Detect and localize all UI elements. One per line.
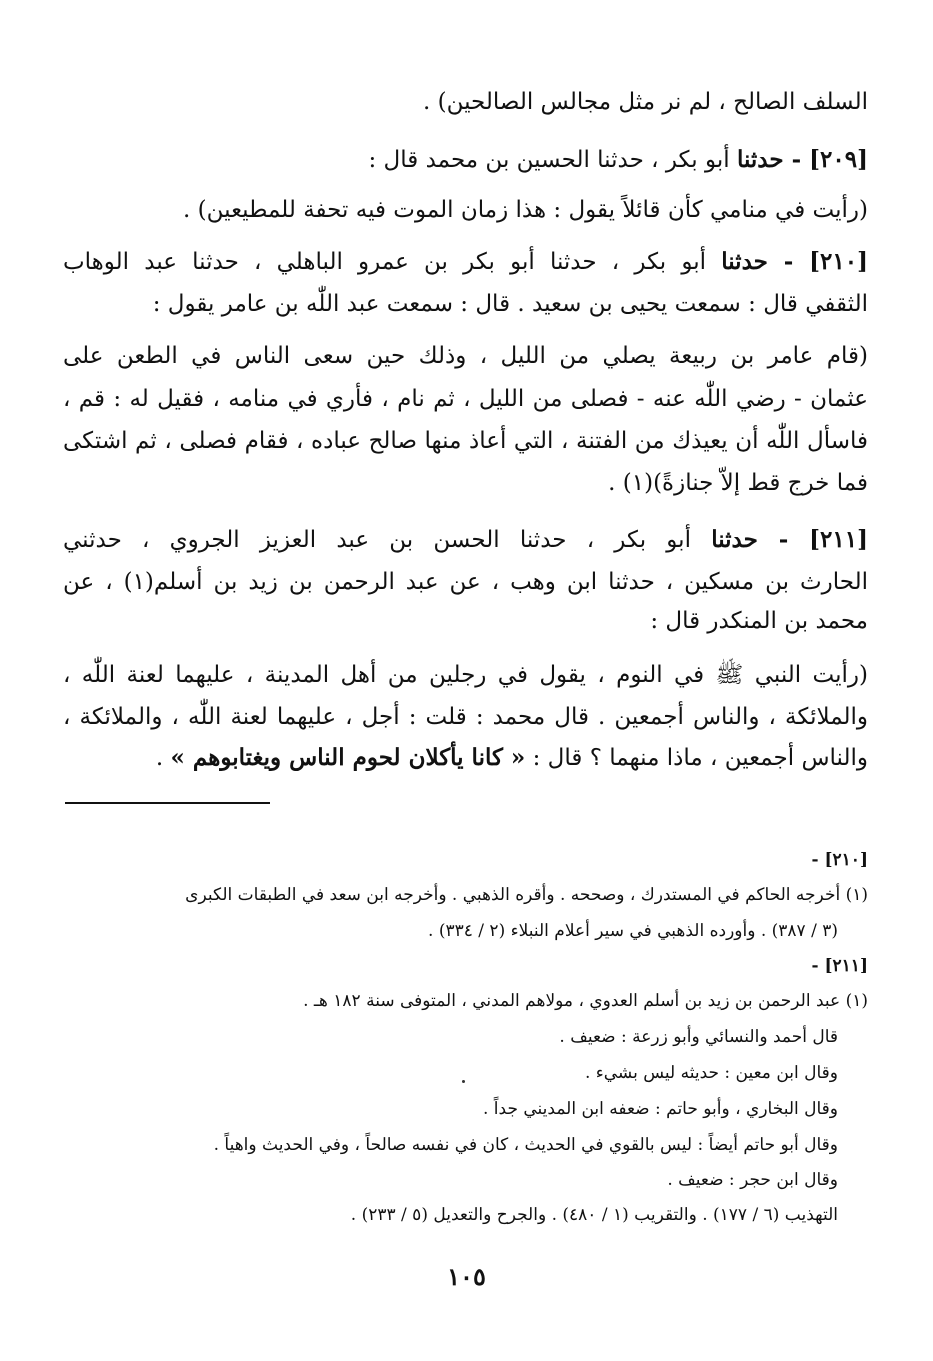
footnote-line: (١) عبد الرحمن بن زيد بن أسلم العدوي ، مولاهم المدني ، المتوفى سنة ١٨٢ هـ . <box>303 991 868 1011</box>
text-line: والملائكة ، والناس أجمعين . قال محمد : قلت : أجل ، عليهما لعنة اللّٰه ، والملائكة ، <box>63 704 868 730</box>
text-line: محمد بن المنكدر قال : <box>650 608 868 634</box>
hadith-chain: أبو بكر ، حدثنا الحسن بن عبد العزيز الجروي ، حدثني <box>63 527 712 553</box>
hadith-chain: أبو بكر ، حدثنا الحسين بن محمد قال : <box>368 147 737 173</box>
text-line: عثمان - رضي اللّٰه عنه - فصلى من الليل ، ثم نام ، فأري في منامه ، فقيل له : قم ، <box>63 386 868 412</box>
text-fragment: والناس أجمعين ، ماذا منهما ؟ قال : <box>525 745 868 771</box>
hadith-number: [٢١١] - حدثنا <box>711 526 868 553</box>
text-line: فاسأل اللّٰه أن يعيذك من الفتنة ، التي أعاذ منها صالح عباده ، فقام فصلى ، ثم اشتكى <box>63 428 868 454</box>
hadith-number: [٢٠٩] - حدثنا <box>736 146 868 173</box>
footnote-line: (٣ / ٣٨٧) . وأورده الذهبي في سير أعلام النبلاء (٢ / ٣٣٤) . <box>428 921 838 941</box>
footnote-line: قال أحمد والنسائي وأبو زرعة : ضعيف . <box>559 1027 838 1047</box>
footnote-line: التهذيب (٦ / ١٧٧) . والتقريب (١ / ٤٨٠) . والجرح والتعديل (٥ / ٢٣٣) . <box>350 1205 838 1225</box>
text-fragment: . <box>155 745 171 771</box>
text-line: الحارث بن مسكين ، حدثنا ابن وهب ، عن عبد الرحمن بن زيد بن أسلم(١) ، عن <box>63 569 868 595</box>
text-line: (رأيت في منامي كأن قائلاً يقول : هذا زمان الموت فيه تحفة للمطيعين) . <box>183 197 868 223</box>
footnote-line: وقال البخاري ، وأبو حاتم : ضعفه ابن المديني جداً . <box>483 1099 838 1119</box>
hadith-number: [٢١٠] - حدثنا <box>721 248 868 275</box>
footnote-line: وقال ابن حجر : ضعيف . <box>667 1170 838 1190</box>
footnote-line: (١) أخرجه الحاكم في المستدرك ، وصححه . وأقره الذهبي . وأخرجه ابن سعد في الطبقات الكبرى <box>185 885 868 905</box>
footnote-line: وقال أبو حاتم أيضاً : ليس بالقوي في الحديث ، كان في نفسه صالحاً ، وفي الحديث واهياً . <box>213 1135 838 1155</box>
hadith-211-header <box>63 520 868 560</box>
scan-speck <box>462 1080 465 1083</box>
hadith-chain: أبو بكر ، حدثنا أبو بكر بن عمرو الباهلي ، حدثنا عبد الوهاب <box>63 249 722 275</box>
text-line: (قام عامر بن ربيعة يصلي من الليل ، وذلك حين سعى الناس في الطعن على <box>63 343 868 369</box>
hadith-210-header <box>63 242 868 282</box>
text-line: (رأيت النبي ﷺ في النوم ، يقول في رجلين من أهل المدينة ، عليهما لعنة اللّٰه ، <box>63 662 868 688</box>
footnote-divider <box>65 802 270 804</box>
footnote-line: وقال ابن معين : حديثه ليس بشيء . <box>584 1063 838 1083</box>
footnote-ref-211: [٢١١] - <box>811 956 868 976</box>
bold-quote: « كانا يأكلان لحوم الناس ويغتابوهم » <box>170 744 526 771</box>
text-line: السلف الصالح ، لم نر مثل مجالس الصالحين) . <box>423 89 868 115</box>
hadith-209-header <box>63 140 868 180</box>
footnote-ref-210: [٢١٠] - <box>811 850 868 870</box>
text-line <box>63 738 868 778</box>
text-line: الثقفي قال : سمعت يحيى بن سعيد . قال : سمعت عبد اللّٰه بن عامر يقول : <box>152 291 868 317</box>
text-line: فما خرج قط إلاّ جنازةً)(١) . <box>608 470 868 496</box>
page-number: ١٠٥ <box>447 1262 486 1291</box>
